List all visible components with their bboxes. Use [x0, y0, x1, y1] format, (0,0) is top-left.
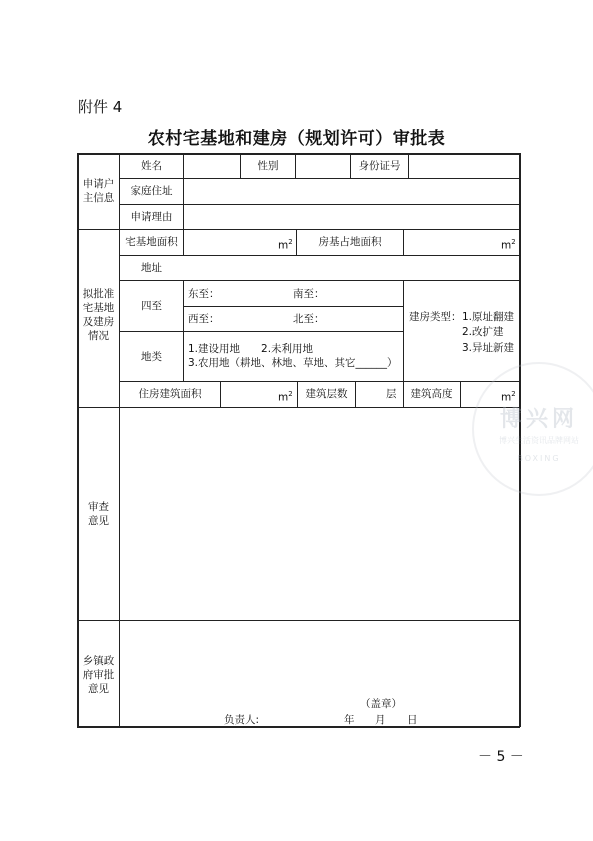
floor-area-label: 住房建筑面积 [138, 388, 202, 400]
column-divider [295, 153, 296, 178]
section-divider [77, 407, 520, 408]
west-boundary-label: 西至： [188, 313, 220, 325]
applicant-section-label: 申请户 主信息 [82, 178, 115, 204]
year-label: 年 [344, 714, 355, 726]
row-divider [120, 204, 520, 205]
row-divider [120, 178, 520, 179]
land-type-options: 1.建设用地 2.未利用地 3.农用地（耕地、林地、草地、其它______） [188, 343, 398, 369]
land-type-label: 地类 [141, 351, 162, 363]
day-label: 日 [407, 714, 418, 726]
name-label: 姓名 [141, 160, 162, 172]
column-divider [403, 229, 404, 255]
attachment-label: 附件 4 [78, 98, 123, 116]
column-divider [355, 381, 356, 407]
building-footprint-unit: $m^2$ [501, 238, 516, 252]
review-section-label: 审查 意见 [88, 501, 109, 527]
row-divider [183, 306, 403, 307]
row-divider [120, 331, 403, 332]
build-type-option-3: 3.异址新建 [462, 342, 515, 354]
column-divider [408, 153, 409, 178]
seal-label: （盖章） [360, 698, 402, 710]
row-divider [120, 280, 520, 281]
location-label: 地址 [141, 262, 162, 274]
application-reason-label: 申请理由 [130, 211, 173, 223]
row-divider [120, 255, 520, 256]
floors-label: 建筑层数 [305, 388, 348, 400]
column-divider [183, 280, 184, 381]
homestead-area-label: 宅基地面积 [125, 236, 178, 248]
township-section-label: 乡镇政 府审批 意见 [82, 655, 115, 695]
id-number-label: 身份证号 [358, 160, 401, 172]
column-divider [460, 381, 461, 407]
east-boundary-label: 东至： [188, 288, 220, 300]
responsible-person-label: 负责人: [224, 714, 260, 726]
column-divider [183, 229, 184, 255]
floor-area-unit: $m^2$ [278, 390, 293, 404]
floors-unit: 层 [386, 388, 397, 400]
table-border-bottom [77, 726, 520, 728]
section-divider [77, 229, 520, 230]
build-type-option-1: 1.原址翻建 [462, 311, 515, 323]
column-divider [183, 153, 184, 229]
page-number: － 5 － [478, 749, 524, 765]
height-label: 建筑高度 [410, 388, 453, 400]
north-boundary-label: 北至： [293, 313, 325, 325]
month-label: 月 [375, 714, 386, 726]
height-unit: $m^2$ [501, 390, 516, 404]
gender-label: 性别 [257, 160, 279, 172]
column-divider [220, 381, 221, 407]
boundaries-label: 四至 [141, 300, 162, 312]
home-address-label: 家庭住址 [130, 185, 173, 197]
homestead-area-unit: $m^2$ [278, 238, 293, 252]
approval-section-label: 拟批准 宅基地 及建房 情况 [82, 288, 115, 342]
build-type-option-2: 2.改扩建 [462, 326, 504, 338]
table-border-top [77, 153, 520, 155]
form-title: 农村宅基地和建房（规划许可）审批表 [147, 129, 446, 149]
build-type-label: 建房类型： [409, 311, 462, 323]
watermark-seal: 博兴网 博兴生活资讯品牌网站 BOXING [472, 362, 593, 496]
section-divider [77, 620, 520, 621]
building-footprint-label: 房基占地面积 [318, 236, 382, 248]
table-border-left [77, 153, 79, 727]
south-boundary-label: 南至： [293, 288, 325, 300]
